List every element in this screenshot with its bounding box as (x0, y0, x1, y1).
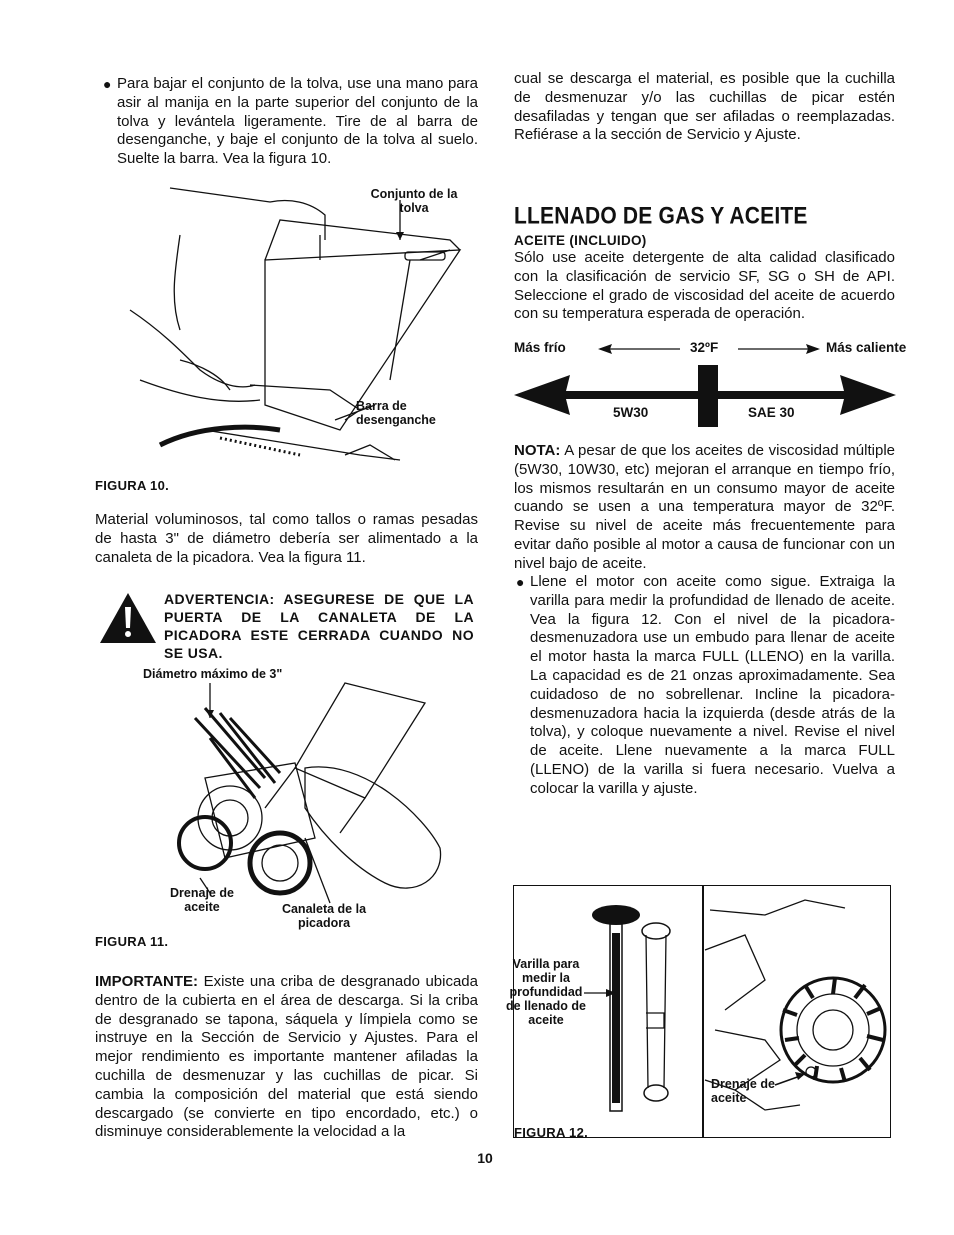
dipstick-illustration (584, 903, 696, 1123)
bullet-icon: ● (516, 574, 525, 590)
important-paragraph (95, 973, 478, 1142)
figure-12-caption: FIGURA 12. (514, 1125, 589, 1140)
warmer-label: Más caliente (826, 340, 907, 355)
important-lead: IMPORTANTE: (95, 973, 199, 990)
note-paragraph (514, 442, 895, 574)
viscosity-range-bar (514, 365, 896, 427)
grade-sae30-label: SAE 30 (748, 405, 795, 420)
oil-fill-paragraph: ● Llene el motor con aceite como sigue. Extraiga la varilla para medir la profundidad de llenado de aceite. Vea la figura 12. Con el nivel de la picadora-desmenuzadora use un embudo para llenar de aceite el motor hasta la marca FULL (LLENO) en la varilla. La capacidad es de 21 onzas aproximadamente. Sea cuidadoso de no sobrellenar. Incline la picadora-desmenuzadora hacia la izquierda (desde atrás de la tolva), y coloque nuevamente a nivel. Revise el nivel de aceite. Llene nuevamente a la marca FULL (LLENO) de la varilla si fuera necesario. Vuelva a colocar la varilla y ajuste. (516, 573, 895, 797)
note-text: A pesar de que los aceites de viscosidad múltiple (5W30, 10W30, etc) mejoran el arranque en tiempo frío, los mismos resultarán en un consumo mayor de aceite cuando se usen a una temperatura mayor de 32ºF. Revise su nivel de aceite más frecuentemente para evitar daño posible al motor a causa de funcionar con un nivel bajo de aceite. (514, 442, 895, 572)
figure-12-divider (702, 885, 704, 1138)
oil-subheading: ACEITE (INCLUIDO) (514, 233, 647, 248)
figure-11-caption: FIGURA 11. (95, 934, 169, 949)
figure-10-hopper-illustration (120, 180, 460, 480)
oil-grade-paragraph: Sólo use aceite detergente de alta calidad clasificado con la clasificación de servicio SF, SG o SH de API. Seleccione el grado de viscosidad del aceite de acuerdo con su temperatura esperada de operación. (514, 249, 895, 323)
hopper-assembly-label: Conjunto de la tolva (370, 187, 458, 215)
warning-triangle-icon (100, 593, 156, 643)
discharge-continuation-paragraph: cual se descarga el material, es posible que la cuchilla de desmenuzar y/o las cuchillas de picar estén desafiladas y tengan que ser afiladas o reemplazadas. Refiérase a la sección de Servicio y Ajuste. (514, 70, 895, 144)
release-bar-label: Barra de desenganche (356, 399, 436, 427)
bullet-icon: ● (103, 76, 112, 92)
oil-drain-label-fig11: Drenaje de aceite (170, 886, 234, 914)
chipper-chute-label: Canaleta de la picadora (281, 902, 367, 930)
max-diameter-label: Diámetro máximo de 3" (143, 667, 283, 681)
oil-drain-label-fig12: Drenaje de aceite (711, 1077, 775, 1105)
scale-arrow-left-small (598, 344, 680, 354)
note-lead: NOTA: (514, 442, 561, 459)
dipstick-label: Varilla para medir la profundidad de llenado de aceite (506, 957, 586, 1027)
hopper-lowering-paragraph: ● Para bajar el conjunto de la tolva, use una mano para asir al manija en la parte superior del conjunto de la tolva y levántela ligeramente. Tire de al barra de desenganche, y baje el conjunto de la tolva al suelo. Suelte la barra. Vea la figura 10. (103, 75, 478, 168)
page-number: 10 (477, 1150, 493, 1166)
scale-arrow-right-small (738, 344, 820, 354)
colder-label: Más frío (514, 340, 566, 355)
important-text: Existe una criba de desgranado ubicada dentro de la cubierta en el área de descarga. Si la criba de desgranado se tapona, sáquela y límpiela como se instruye en la Sección de Servicio y Ajustes. Para el mejor rendimiento es importante mantener afiladas la cuchilla de desmenuzar y las cuchillas de picar. Si cambia la composición del material que está siendo descargado (se convierte en tipo encordado, etc.) o disminuye considerablemente la velocidad a la (95, 973, 478, 1141)
section-heading: LLENADO DE GAS Y ACEITE (514, 203, 808, 230)
warning-text: ADVERTENCIA: ASEGURESE DE QUE LA PUERTA DE LA CANALETA DE LA PICADORA ESTE CERRADA CUANDO NO SE USA. (164, 591, 474, 661)
bulky-material-paragraph: Material voluminosos, tal como tallos o ramas pesadas de hasta 3" de diámetro debería ser alimentado a la canaleta de la picadora. Vea la figura 11. (95, 511, 478, 566)
freezing-temp-label: 32ºF (690, 340, 719, 355)
figure-10-caption: FIGURA 10. (95, 478, 170, 493)
grade-5w30-label: 5W30 (613, 405, 649, 420)
figure-11-chipper-illustration (165, 678, 465, 908)
